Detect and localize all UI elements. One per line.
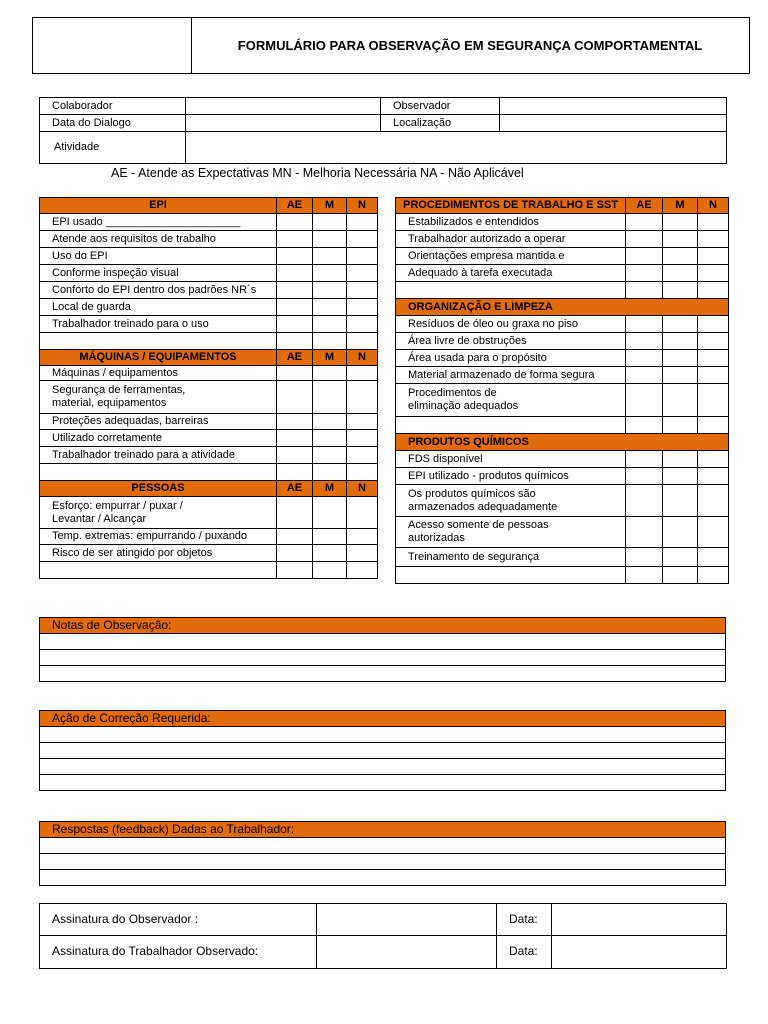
checkbox-ae[interactable] [277,529,313,545]
checklist-row [40,529,378,545]
checkbox-n[interactable] [698,333,729,350]
checklist-row [396,231,729,248]
checkbox-ae[interactable] [277,497,313,529]
checklist-item-label: Adequado à tarefa executada [396,265,626,282]
checklist-item-label: Trabalhador treinado para o uso [40,316,277,333]
checklist-item-label: Área livre de obstruções [396,333,626,350]
checklist-item-label: FDS disponível [396,451,626,468]
checklist-item-label: Procedimentos de eliminação adequados [396,384,626,417]
checklist-row [396,248,729,265]
data-observador-field[interactable] [552,904,727,936]
blank-cell[interactable] [626,417,663,434]
checklist-item-label: Estabilizados e entendidos [396,214,626,231]
col-m-header: M [313,481,347,497]
section-title: ORGANIZAÇÃO E LIMPEZA [396,299,729,316]
checklist-item-label: Área usada para o propósito [396,350,626,367]
checklist-row [40,414,378,430]
assinatura-trabalhador-field[interactable] [317,936,497,969]
checklist-item-label: Trabalhador treinado para a atividade [40,447,277,464]
checklist-item-label: Treinamento de segurança [396,548,626,567]
checkbox-ae[interactable] [626,231,663,248]
checkbox-n[interactable] [347,282,378,299]
feedback-table [39,821,726,886]
checkbox-ae[interactable] [626,468,663,485]
checkbox-m[interactable] [663,517,698,548]
logo-area [33,18,192,73]
blank-row [396,567,729,584]
section-title: PESSOAS [40,481,277,497]
checkbox-ae[interactable] [277,447,313,464]
col-n-header: N [347,350,378,366]
section-header [40,481,378,497]
checkbox-ae[interactable] [626,548,663,567]
acao-correcao-label: Ação de Correção Requerida: [40,711,726,727]
checkbox-n[interactable] [347,214,378,231]
signature-table [39,903,727,969]
feedback-label: Respostas (feedback) Dadas ao Trabalhador: [40,822,726,838]
localizacao-field[interactable] [500,115,727,132]
checkbox-m[interactable] [663,214,698,231]
checkbox-n[interactable] [347,447,378,464]
checkbox-ae[interactable] [626,485,663,517]
checkbox-n[interactable] [698,248,729,265]
label-data-dialogo: Data do Dialogo [40,115,186,132]
blank-cell[interactable] [313,562,347,579]
checklist-row [40,447,378,464]
blank-row [396,282,729,299]
checkbox-m[interactable] [663,451,698,468]
blank-cell[interactable] [277,333,313,350]
section-title: PRODUTOS QUÍMICOS [396,434,729,451]
blank-cell[interactable] [663,417,698,434]
checkbox-m[interactable] [663,265,698,282]
checkbox-n[interactable] [698,468,729,485]
checkbox-n[interactable] [347,265,378,282]
checkbox-ae[interactable] [277,414,313,430]
checkbox-n[interactable] [347,430,378,447]
blank-cell[interactable] [698,417,729,434]
checkbox-ae[interactable] [626,214,663,231]
blank-cell[interactable] [40,562,277,579]
blank-cell[interactable] [347,562,378,579]
section-header [40,350,378,366]
colaborador-field[interactable] [186,98,381,115]
blank-cell[interactable] [663,282,698,299]
checklist-item-label: Conforme inspeção visual [40,265,277,282]
checklist-item-label: Proteções adequadas, barreiras [40,414,277,430]
checkbox-m[interactable] [313,529,347,545]
blank-cell[interactable] [347,464,378,481]
form-header [32,17,750,74]
checkbox-n[interactable] [698,265,729,282]
checklist-item-label: Resíduos de óleo ou graxa no piso [396,316,626,333]
checklist-item-label: Material armazenado de forma segura [396,367,626,384]
blank-row [40,562,378,579]
checkbox-m[interactable] [313,231,347,248]
right-checklist [395,197,729,584]
checkbox-ae[interactable] [277,366,313,381]
checkbox-n[interactable] [347,366,378,381]
checklist-row [396,316,729,333]
col-n-header: N [347,198,378,214]
checklist-item-label: Máquinas / equipamentos [40,366,277,381]
checkbox-ae[interactable] [626,316,663,333]
correcao-line[interactable] [40,743,726,759]
checkbox-ae[interactable] [277,299,313,316]
section-title: MÁQUINAS / EQUIPAMENTOS [40,350,277,366]
checkbox-n[interactable] [698,367,729,384]
col-ae-header: AE [277,350,313,366]
checkbox-m[interactable] [313,497,347,529]
checklist-item-label: EPI utilizado - produtos químicos [396,468,626,485]
checkbox-n[interactable] [698,384,729,417]
section-header [396,299,729,316]
blank-cell[interactable] [313,333,347,350]
checkbox-ae[interactable] [277,214,313,231]
col-m-header: M [313,198,347,214]
checkbox-m[interactable] [313,316,347,333]
feedback-line[interactable] [40,870,726,886]
checklist-item-label: Trabalhador autorizado a operar [396,231,626,248]
checkbox-ae[interactable] [277,430,313,447]
checklist-row [396,468,729,485]
blank-cell[interactable] [40,333,277,350]
checklist-row [396,451,729,468]
checkbox-m[interactable] [663,316,698,333]
checklist-row [40,497,378,529]
checkbox-n[interactable] [698,517,729,548]
blank-cell[interactable] [626,567,663,584]
assinatura-observador-label: Assinatura do Observador : [40,904,317,936]
correcao-line[interactable] [40,759,726,775]
checkbox-m[interactable] [663,367,698,384]
checkbox-n[interactable] [698,350,729,367]
checklist-row [396,485,729,517]
col-ae-header: AE [277,481,313,497]
section-header [40,198,378,214]
checklist-item-label: Esforço: empurrar / puxar / Levantar / Alcançar [40,497,277,529]
col-m-header: M [663,198,698,214]
checklist-row [396,548,729,567]
notas-observacao-label: Notas de Observação: [40,618,726,634]
checkbox-n[interactable] [347,529,378,545]
checkbox-m[interactable] [663,548,698,567]
feedback-line[interactable] [40,838,726,854]
blank-cell[interactable] [396,567,626,584]
checkbox-ae[interactable] [626,248,663,265]
checkbox-m[interactable] [313,414,347,430]
blank-cell[interactable] [313,464,347,481]
checklist-row [40,381,378,414]
label-localizacao: Localização [381,115,500,132]
checkbox-m[interactable] [313,366,347,381]
checkbox-n[interactable] [347,316,378,333]
correcao-line[interactable] [40,727,726,743]
checkbox-n[interactable] [698,451,729,468]
data-label: Data: [497,936,552,969]
notas-line[interactable] [40,650,726,666]
legend: AE - Atende as Expectativas MN - Melhoria Necessária NA - Não Aplicável [111,166,524,180]
left-checklist [39,197,378,579]
checkbox-n[interactable] [347,231,378,248]
checkbox-n[interactable] [347,414,378,430]
checklist-row [40,248,378,265]
checklist-item-label: Atende aos requisitos de trabalho [40,231,277,248]
checklist-row [40,265,378,282]
checkbox-m[interactable] [663,231,698,248]
checkbox-ae[interactable] [626,384,663,417]
atividade-field[interactable] [186,132,727,164]
col-n-header: N [347,481,378,497]
checkbox-n[interactable] [698,548,729,567]
blank-row [396,417,729,434]
checklist-item-label: Uso do EPI [40,248,277,265]
checkbox-m[interactable] [313,381,347,414]
checkbox-m[interactable] [663,350,698,367]
data-trabalhador-field[interactable] [552,936,727,969]
checklist-item-label: Os produtos químicos são armazenados adequadamente [396,485,626,517]
col-n-header: N [698,198,729,214]
col-ae-header: AE [277,198,313,214]
assinatura-observador-field[interactable] [317,904,497,936]
checklist-row [40,214,378,231]
blank-cell[interactable] [277,464,313,481]
checklist-item-label: Temp. extremas: empurrando / puxando [40,529,277,545]
blank-cell[interactable] [396,417,626,434]
checkbox-ae[interactable] [277,381,313,414]
section-header [396,434,729,451]
checklist-item-label: Utilizado corretamente [40,430,277,447]
notas-line[interactable] [40,666,726,682]
checklist-row [396,214,729,231]
checklist-row [396,265,729,282]
checklist-row [396,367,729,384]
blank-row [40,333,378,350]
checkbox-n[interactable] [347,299,378,316]
checkbox-m[interactable] [313,447,347,464]
checkbox-m[interactable] [663,333,698,350]
checklist-item-label: Local de guarda [40,299,277,316]
checkbox-ae[interactable] [277,316,313,333]
checkbox-ae[interactable] [277,231,313,248]
blank-cell[interactable] [663,567,698,584]
checkbox-ae[interactable] [626,333,663,350]
checkbox-ae[interactable] [626,367,663,384]
checkbox-m[interactable] [663,248,698,265]
checkbox-ae[interactable] [277,545,313,562]
checkbox-n[interactable] [347,381,378,414]
checkbox-n[interactable] [698,231,729,248]
checkbox-ae[interactable] [626,517,663,548]
label-observador: Observador [381,98,500,115]
checkbox-m[interactable] [313,299,347,316]
blank-cell[interactable] [277,562,313,579]
checklist-row [40,231,378,248]
acao-correcao-table [39,710,726,791]
data-label: Data: [497,904,552,936]
blank-cell[interactable] [347,333,378,350]
data-dialogo-field[interactable] [186,115,381,132]
checklist-row [40,366,378,381]
blank-row [40,464,378,481]
checklist-row [40,282,378,299]
checklist-item-label: Conforto do EPI dentro dos padrões NR´s [40,282,277,299]
checkbox-n[interactable] [698,316,729,333]
checkbox-m[interactable] [663,384,698,417]
checklist-item-label: Risco de ser atingido por objetos [40,545,277,562]
checklist-row [40,430,378,447]
section-header [396,198,729,214]
form-title: FORMULÁRIO PARA OBSERVAÇÃO EM SEGURANÇA COMPORTAMENTAL [237,38,703,53]
assinatura-trabalhador-label: Assinatura do Trabalhador Observado: [40,936,317,969]
checkbox-n[interactable] [347,545,378,562]
checklist-row [396,350,729,367]
checklist-item-label: Acesso somente de pessoas autorizadas [396,517,626,548]
section-title: EPI [40,198,277,214]
checkbox-m[interactable] [313,248,347,265]
checklist-row [40,299,378,316]
checklist-item-label: Segurança de ferramentas, material, equipamentos [40,381,277,414]
checkbox-m[interactable] [313,214,347,231]
checkbox-m[interactable] [663,468,698,485]
checkbox-ae[interactable] [626,451,663,468]
info-table [39,97,727,164]
checkbox-ae[interactable] [277,265,313,282]
checkbox-ae[interactable] [277,282,313,299]
checklist-row [40,545,378,562]
checkbox-n[interactable] [698,214,729,231]
blank-cell[interactable] [698,282,729,299]
checkbox-ae[interactable] [626,350,663,367]
col-ae-header: AE [626,198,663,214]
checkbox-m[interactable] [313,282,347,299]
col-m-header: M [313,350,347,366]
checkbox-m[interactable] [663,485,698,517]
blank-cell[interactable] [396,282,626,299]
checklist-item-label: EPI usado ______________________ [40,214,277,231]
checkbox-ae[interactable] [277,248,313,265]
checkbox-n[interactable] [347,497,378,529]
blank-cell[interactable] [626,282,663,299]
checklist-row [396,333,729,350]
checkbox-m[interactable] [313,265,347,282]
checklist-row [396,517,729,548]
blank-cell[interactable] [698,567,729,584]
checkbox-ae[interactable] [626,265,663,282]
section-title: PROCEDIMENTOS DE TRABALHO E SST [396,198,626,214]
checklist-row [40,316,378,333]
blank-cell[interactable] [40,464,277,481]
checkbox-n[interactable] [347,248,378,265]
correcao-line[interactable] [40,775,726,791]
label-colaborador: Colaborador [40,98,186,115]
label-atividade: Atividade [40,132,186,164]
notas-observacao-table [39,617,726,682]
checkbox-n[interactable] [698,485,729,517]
checkbox-m[interactable] [313,430,347,447]
checkbox-m[interactable] [313,545,347,562]
checklist-item-label: Orientações empresa mantida e [396,248,626,265]
observador-field[interactable] [500,98,727,115]
checklist-row [396,384,729,417]
feedback-line[interactable] [40,854,726,870]
notas-line[interactable] [40,634,726,650]
